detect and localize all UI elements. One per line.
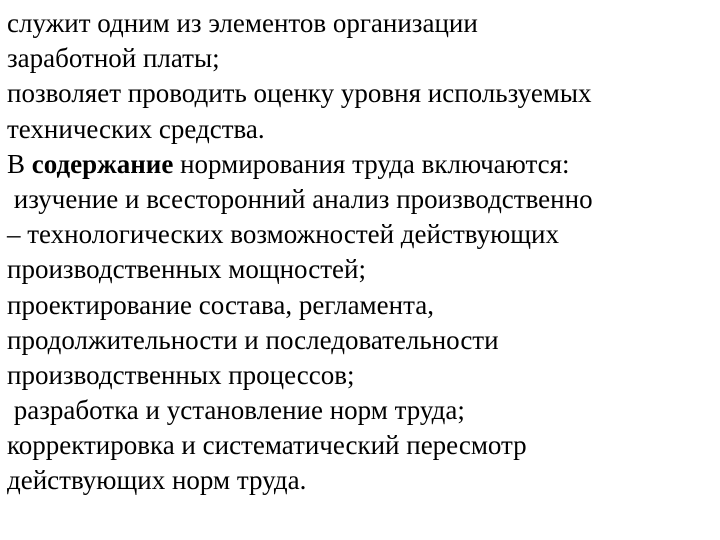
text-line: проектирование состава, регламента,	[7, 289, 434, 320]
text-line: производственных мощностей;	[7, 254, 366, 285]
text-line: продолжительности и последовательности	[7, 324, 499, 355]
text-line: производственных процессов;	[7, 359, 355, 390]
text-line: служит одним из элементов организации	[7, 8, 478, 38]
text-line: корректировка и систематический пересмотр	[7, 430, 527, 461]
text-fragment: нормирования труда включаются:	[173, 148, 570, 179]
text-body	[7, 6, 713, 499]
text-fragment: В	[7, 148, 32, 179]
text-line: действующих норм труда.	[7, 465, 307, 496]
text-line: разработка и установление норм труда;	[7, 395, 465, 426]
text-line	[7, 147, 713, 182]
text-line: технических средства.	[7, 113, 265, 144]
text-line: – технологических возможностей действующих	[7, 219, 559, 250]
bold-term: содержание	[31, 148, 174, 179]
text-line: позволяет проводить оценку уровня используемых	[7, 78, 592, 109]
text-line: изучение и всесторонний анализ производственно	[7, 183, 593, 214]
text-line: заработной платы;	[7, 43, 220, 74]
